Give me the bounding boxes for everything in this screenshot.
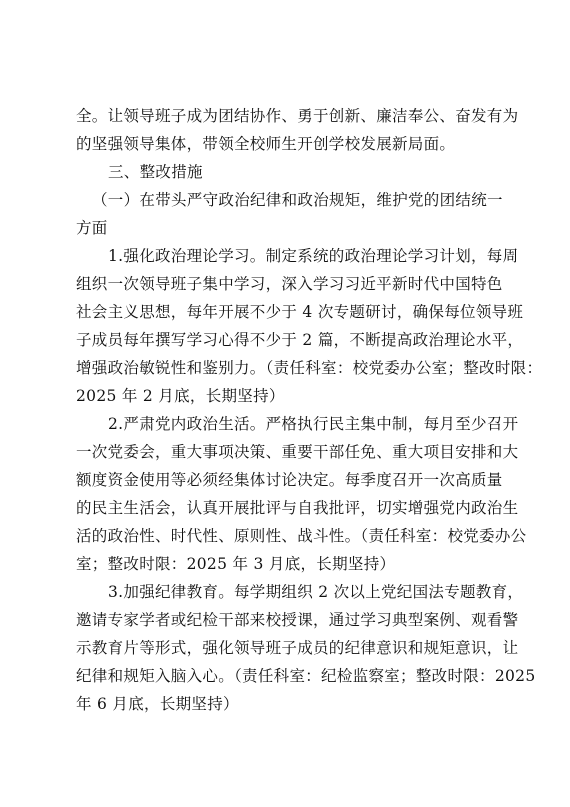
paragraph-line: 年 6 月底，长期坚持） bbox=[76, 695, 239, 713]
paragraph-line: 的坚强领导集体，带领全校师生开创学校发展新局面。 bbox=[76, 135, 456, 153]
paragraph-line: 纪律和规矩入脑入心。（责任科室：纪检监察室；整改时限：2025 bbox=[76, 667, 536, 685]
section-heading: 三、整改措施 bbox=[108, 163, 203, 181]
paragraph-line: 额度资金使用等必须经集体讨论决定。每季度召开一次高质量 bbox=[76, 471, 503, 489]
paragraph-line: 1.强化政治理论学习。制定系统的政治理论学习计划，每周 bbox=[108, 247, 519, 265]
paragraph-line: 邀请专家学者或纪检干部来校授课，通过学习典型案例、观看警 bbox=[76, 611, 519, 629]
subsection-heading-continued: 方面 bbox=[76, 219, 108, 237]
paragraph-line: 增强政治敏锐性和鉴别力。（责任科室：校党委办公室；整改时限： bbox=[76, 359, 543, 377]
paragraph-line: 2.严肃党内政治生活。严格执行民主集中制，每月至少召开 bbox=[108, 415, 519, 433]
paragraph-line: 2025 年 2 月底，长期坚持） bbox=[76, 387, 285, 405]
paragraph-line: 社会主义思想，每年开展不少于 4 次专题研讨，确保每位领导班 bbox=[76, 303, 524, 321]
paragraph-line: 3.加强纪律教育。每学期组织 2 次以上党纪国法专题教育， bbox=[108, 583, 524, 601]
paragraph-line: 子成员每年撰写学习心得不少于 2 篇，不断提高政治理论水平， bbox=[76, 331, 524, 349]
paragraph-line: 一次党委会，重大事项决策、重要干部任免、重大项目安排和大 bbox=[76, 443, 519, 461]
paragraph-line: 全。让领导班子成为团结协作、勇于创新、廉洁奉公、奋发有为 bbox=[76, 107, 519, 125]
paragraph-line: 室；整改时限：2025 年 3 月底，长期坚持） bbox=[76, 555, 396, 573]
paragraph-line: 的民主生活会，认真开展批评与自我批评，切实增强党内政治生 bbox=[76, 499, 519, 517]
paragraph-line: 示教育片等形式，强化领导班子成员的纪律意识和规矩意识，让 bbox=[76, 639, 519, 657]
subsection-heading: （一）在带头严守政治纪律和政治规矩，维护党的团结统一 bbox=[92, 191, 503, 209]
paragraph-line: 活的政治性、时代性、原则性、战斗性。（责任科室：校党委办公 bbox=[76, 527, 527, 545]
paragraph-line: 组织一次领导班子集中学习，深入学习习近平新时代中国特色 bbox=[76, 275, 503, 293]
